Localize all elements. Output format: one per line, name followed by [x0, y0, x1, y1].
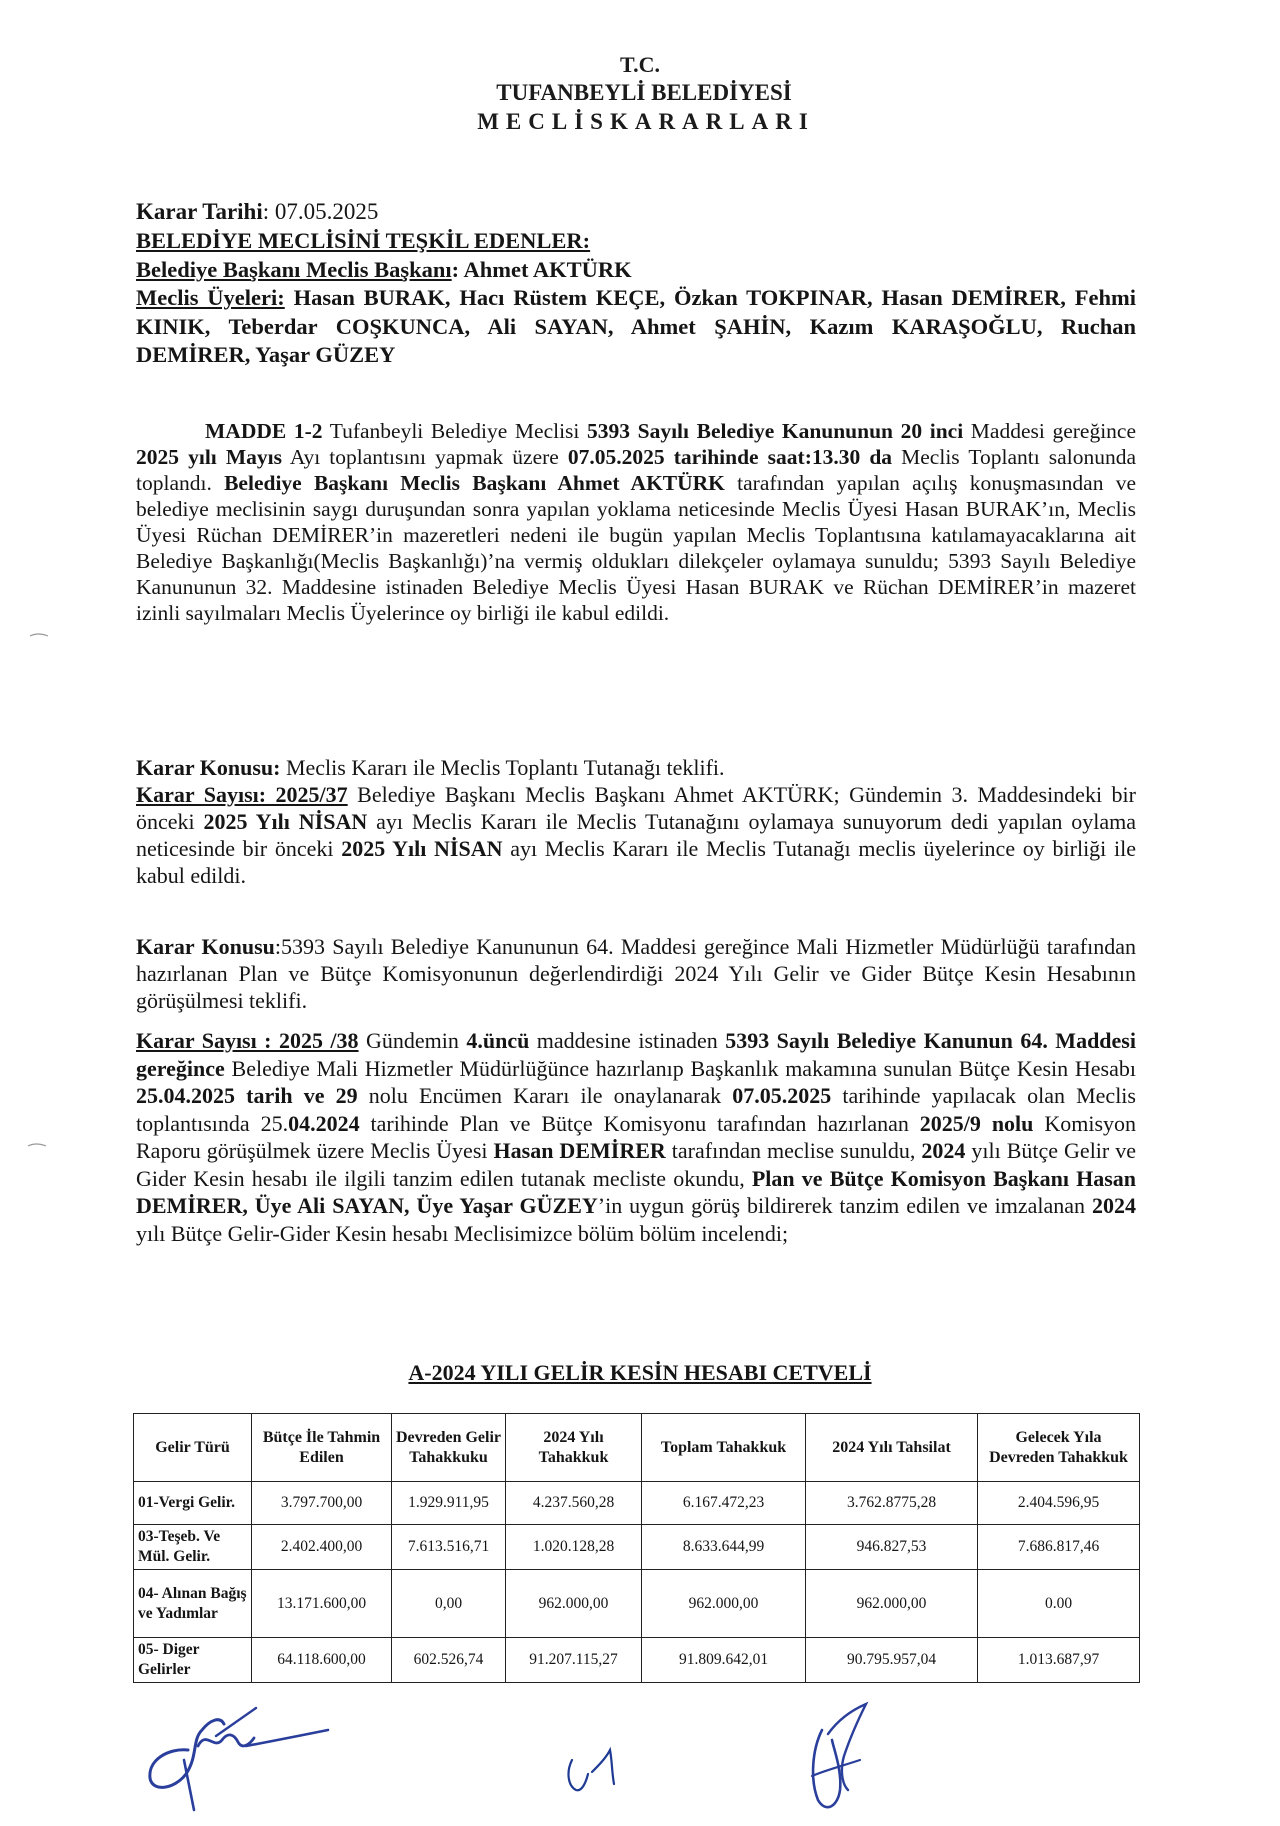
council-heading: BELEDİYE MECLİSİNİ TEŞKİL EDENLER:	[136, 228, 591, 253]
signature-right	[782, 1690, 902, 1820]
table-cell: 3.797.700,00	[252, 1482, 392, 1525]
article-bold: Belediye Başkanı Meclis Başkanı Ahmet AKTÜRK	[224, 471, 725, 495]
signature-left	[128, 1690, 358, 1820]
article-text: Maddesi gereğince	[963, 419, 1137, 443]
decision-date-value: : 07.05.2025	[262, 199, 379, 224]
table-cell: 7.613.516,71	[392, 1525, 506, 1570]
table-cell: 962.000,00	[506, 1570, 642, 1638]
decision-date-label: Karar Tarihi	[136, 199, 263, 224]
table-cell: 05- Diger Gelirler	[134, 1638, 252, 1683]
decision-bold: 5393 Sayılı Belediye Kanunun 64. Maddesi gereğince	[136, 1028, 1136, 1081]
table-header-row	[134, 1414, 1140, 1482]
president-line	[136, 256, 1136, 285]
decision-text: Gündemin	[358, 1028, 467, 1053]
table-cell: 3.762.8775,28	[806, 1482, 978, 1525]
column-header: Toplam Tahakkuk	[642, 1414, 806, 1482]
table-cell: 962.000,00	[642, 1570, 806, 1638]
table-cell: 8.633.644,99	[642, 1525, 806, 1570]
table-cell: 0.00	[978, 1570, 1140, 1638]
subject-label: Karar Konusu:	[136, 755, 281, 780]
column-header: 2024 Yılı Tahakkuk	[506, 1414, 642, 1482]
table-cell: 1.013.687,97	[978, 1638, 1140, 1683]
decision-text: Belediye Mali Hizmetler Müdürlüğünce hazırlanıp Başkanlık makamına sunulan Bütçe Kesin Hesabı	[224, 1055, 1136, 1081]
subject-text: :5393 Sayılı Belediye Kanununun 64. Maddesi gereğince Mali Hizmetler Müdürlüğü tarafından hazırlanan Plan ve Bütçe Komisyonunun değerlendirdiği 2024 Yılı Gelir ve Gider Bütçe Kesin Hesabının görüşülmesi teklifi.	[136, 934, 1137, 1013]
table-cell: 602.526,74	[392, 1638, 506, 1683]
margin-mark	[28, 630, 50, 640]
header-tc: T.C.	[620, 52, 660, 77]
decision-bold: 07.05.2025	[732, 1083, 832, 1108]
decision-bold: 04.2024	[288, 1110, 360, 1136]
decision-text: maddesine istinaden	[529, 1028, 726, 1053]
article-bold: 2025 yılı Mayıs	[136, 445, 282, 469]
decision-number-label: Karar Sayısı : 2025 /38	[136, 1028, 359, 1053]
members-label: Meclis Üyeleri:	[136, 285, 285, 310]
article-bold: 5393 Sayılı Belediye Kanununun 20 inci	[587, 419, 964, 443]
decision-date	[136, 198, 1136, 225]
decision-text: ’in uygun görüş bildirerek tanzim edilen ve imzalanan	[597, 1193, 1092, 1218]
table-cell: 01-Vergi Gelir.	[134, 1482, 252, 1525]
decision-bold: 2025 Yılı NİSAN	[341, 836, 503, 861]
decision-text: ayı Meclis Kararı ile Meclis Tutanağı meclis üyelerince oy birliği ile kabul edildi.	[136, 836, 1136, 888]
article-lead: MADDE 1-2	[205, 419, 323, 443]
table-cell: 0,00	[392, 1570, 506, 1638]
decision-text: Belediye Başkanı Meclis Başkanı Ahmet AKTÜRK; Gündemin 3. Maddesindeki bir önceki	[136, 782, 1136, 834]
margin-mark	[26, 1140, 48, 1150]
table-cell: 4.237.560,28	[506, 1482, 642, 1525]
article-bold: 07.05.2025 tarihinde saat:13.30 da	[567, 445, 893, 469]
decision-text: tarafından meclise sunuldu,	[665, 1138, 922, 1163]
decision-2025-37	[136, 781, 1136, 889]
table-row	[134, 1525, 1140, 1570]
decision-2025-38	[136, 1027, 1136, 1247]
table-cell: 90.795.957,04	[806, 1638, 978, 1683]
column-header: Gelecek Yıla Devreden Tahakkuk	[978, 1414, 1140, 1482]
decision-number-label: Karar Sayısı: 2025/37	[136, 782, 348, 807]
table-cell: 91.809.642,01	[642, 1638, 806, 1683]
decision-bold: Hasan DEMİRER	[493, 1138, 666, 1163]
column-header: Gelir Türü	[134, 1414, 252, 1482]
president-name: : Ahmet AKTÜRK	[451, 256, 632, 282]
table-row	[134, 1482, 1140, 1525]
revenue-table-title: A-2024 YILI GELİR KESİN HESABI CETVELİ	[408, 1360, 872, 1385]
table-cell: 64.118.600,00	[252, 1638, 392, 1683]
decision-text: Komisyon Raporu görüşülmek üzere Meclis Üyesi	[136, 1110, 1136, 1163]
decision-text: yılı Bütçe Gelir-Gider Kesin hesabı Meclisimizce bölüm bölüm incelendi;	[136, 1220, 789, 1246]
column-header: Bütçe İle Tahmin Edilen	[252, 1414, 392, 1482]
table-cell: 2.404.596,95	[978, 1482, 1140, 1525]
column-header: 2024 Yılı Tahsilat	[806, 1414, 978, 1482]
table-cell: 04- Alınan Bağış ve Yadımlar	[134, 1570, 252, 1638]
decision-subject-1	[136, 754, 1136, 781]
signatures-area	[0, 1690, 1280, 1820]
decision-bold: 2024	[921, 1138, 966, 1163]
article-1-2-paragraph	[136, 418, 1136, 626]
decision-bold: 2025/9 nolu	[919, 1110, 1034, 1136]
revenue-final-account-table	[133, 1413, 1140, 1683]
decision-bold: 25.04.2025 tarih ve 29	[136, 1083, 358, 1108]
table-row	[134, 1570, 1140, 1638]
decision-text: tarihinde yapılacak olan Meclis toplantısında 25.	[136, 1083, 1136, 1136]
header-council-decisions: MECLİSKARARLARI	[477, 109, 815, 134]
table-cell: 91.207.115,27	[506, 1638, 642, 1683]
decision-bold: 4.üncü	[466, 1028, 530, 1053]
table-cell: 962.000,00	[806, 1570, 978, 1638]
article-text: Tufanbeyli Belediye Meclisi	[322, 419, 588, 443]
table-cell: 2.402.400,00	[252, 1525, 392, 1570]
members-list: Hasan BURAK, Hacı Rüstem KEÇE, Özkan TOKPINAR, Hasan DEMİRER, Fehmi KINIK, Teberdar COŞKUNCA, Ali SAYAN, Ahmet ŞAHİN, Kazım KARAŞOĞLU, Ruchan DEMİRER, Yaşar GÜZEY	[136, 285, 1136, 367]
table-cell: 1.929.911,95	[392, 1482, 506, 1525]
article-text: tarafından yapılan açılış konuşmasından ve belediye meclisinin saygı duruşundan sonra yapılan yoklama neticesinde Meclis Üyesi Hasan BURAK’ın, Meclis Üyesi Rüchan DEMİRER’in mazeretleri nedeni ile bugün yapılan Meclis Toplantısına katılamayacaklarına ait Belediye Başkanlığı(Meclis Başkanlığı)’na vermiş oldukları dilekçeler oylamaya sunuldu; 5393 Sayılı Belediye Kanununun 32. Maddesine istinaden Belediye Meclis Üyesi Hasan BURAK ve Rüchan DEMİRER’in mazeret izinli sayılmaları Meclis Üyelerince oy birliği ile kabul edildi.	[136, 471, 1137, 625]
decision-bold: Plan ve Bütçe Komisyon Başkanı Hasan DEMİRER, Üye Ali SAYAN, Üye Yaşar GÜZEY	[136, 1165, 1137, 1218]
table-cell: 1.020.128,28	[506, 1525, 642, 1570]
article-text: Meclis Toplantı salonunda toplandı.	[136, 445, 1136, 495]
decision-text: tarihinde Plan ve Bütçe Komisyonu tarafından hazırlanan	[359, 1110, 920, 1136]
subject-text: Meclis Kararı ile Meclis Toplantı Tutanağı teklifi.	[280, 755, 725, 780]
decision-text: nolu Encümen Kararı ile onaylanarak	[357, 1083, 733, 1108]
table-cell: 7.686.817,46	[978, 1525, 1140, 1570]
header-municipality: TUFANBEYLİ BELEDİYESİ	[496, 80, 792, 105]
subject-label: Karar Konusu	[136, 934, 275, 959]
decision-subject-2	[136, 933, 1136, 1014]
table-cell: 6.167.472,23	[642, 1482, 806, 1525]
decision-bold: 2025 Yılı NİSAN	[203, 809, 368, 834]
signature-middle	[558, 1720, 638, 1800]
council-members-block	[136, 227, 1136, 370]
decision-bold: 2024	[1092, 1193, 1136, 1218]
column-header: Devreden Gelir Tahakkuku	[392, 1414, 506, 1482]
decision-text: ayı Meclis Kararı ile Meclis Tutanağını oylamaya sunuyorum dedi yapılan oylama neticesinde bir önceki	[136, 809, 1136, 861]
article-text: Ayı toplantısını yapmak üzere	[282, 445, 568, 469]
president-label: Belediye Başkanı Meclis Başkanı	[136, 256, 452, 282]
table-row	[134, 1638, 1140, 1683]
table-cell: 13.171.600,00	[252, 1570, 392, 1638]
members-paragraph	[136, 284, 1136, 370]
decision-text: yılı Bütçe Gelir ve Gider Kesin hesabı ile ilgili tanzim edilen tutanak mecliste okundu,	[136, 1138, 1137, 1191]
table-cell: 946.827,53	[806, 1525, 978, 1570]
table-cell: 03-Teşeb. Ve Mül. Gelir.	[134, 1525, 252, 1570]
